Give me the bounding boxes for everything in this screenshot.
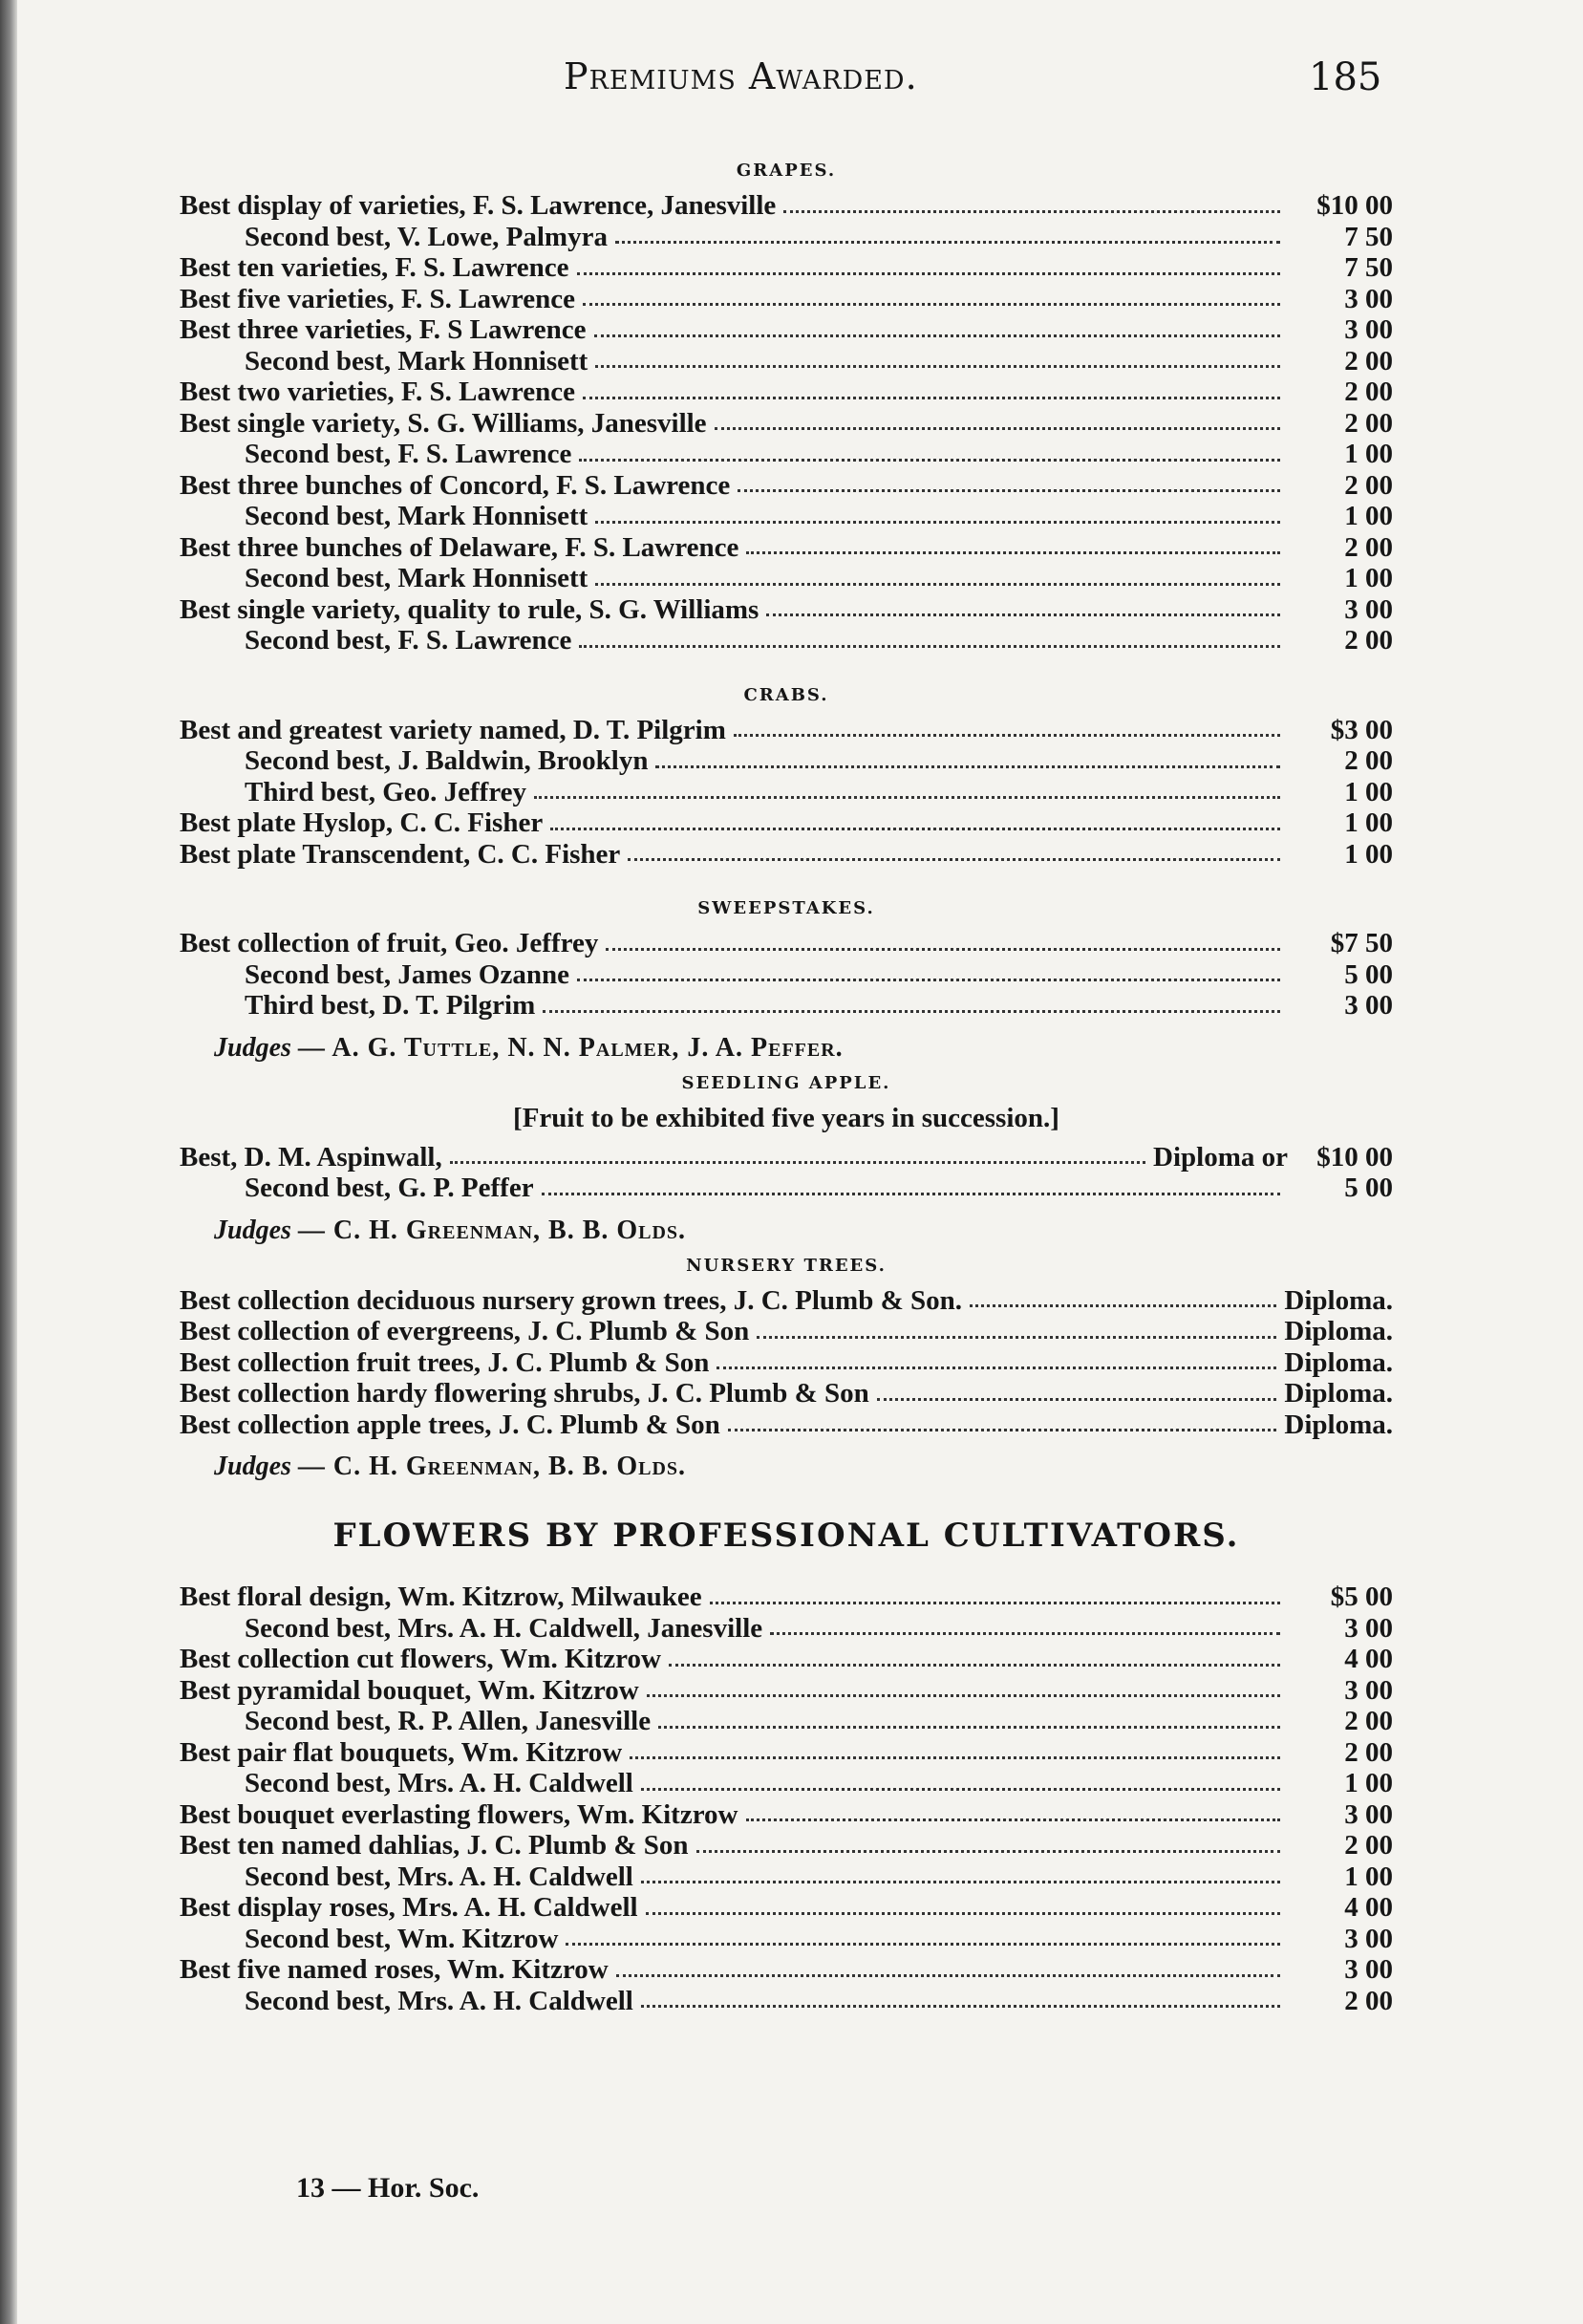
premium-row [180,1799,1393,1831]
dot-leader [766,613,1280,616]
premium-entry: Second best, Mark Honnisett [245,563,588,593]
premium-amount: 3 00 [1344,593,1393,625]
section-title-flowers: FLOWERS BY PROFESSIONAL CULTIVATORS. [332,1517,1240,1555]
dot-leader [877,1398,1277,1401]
judges-nursery-trees [214,1452,1393,1482]
premium-row [180,1675,1393,1707]
judges-names: — C. H. Greenman, B. B. Olds. [297,1215,687,1245]
judges-label: Judges [214,1215,291,1245]
premium-row [180,408,1393,440]
dot-leader [770,1632,1280,1635]
premium-amount: 1 00 [1344,501,1393,531]
premium-amount: 7 50 [1344,221,1393,252]
dot-leader [728,1429,1277,1431]
premium-amount: 3 00 [1344,990,1393,1021]
dot-leader [669,1664,1280,1667]
seedling-apple-note: [Fruit to be exhibited five years in succession.] [513,1102,1059,1133]
premium-row [180,777,1393,808]
premium-amount: 2 00 [1344,1830,1393,1861]
premium-entry: Second best, F. S. Lawrence [245,625,572,656]
judges-label: Judges [214,1452,291,1481]
premium-row [180,1861,1393,1893]
premium-entry: Best three varieties, F. S Lawrence [180,314,587,345]
premium-entry: Best five varieties, F. S. Lawrence [180,283,575,314]
premium-row [180,1347,1393,1379]
premium-entry: Second best, R. P. Allen, Janesville [245,1706,652,1736]
premium-entry: Best floral design, Wm. Kitzrow, Milwaukee [180,1582,702,1612]
premium-row [180,439,1393,470]
premium-award: Diploma. [1284,1378,1393,1409]
section-title-seedling-apple: SEEDLING APPLE. [681,1072,891,1093]
premium-entry: Second best, James Ozanne [245,958,569,990]
premium-entry: Third best, D. T. Pilgrim [245,990,536,1021]
dot-leader [579,645,1280,648]
premium-row [180,470,1393,502]
section-crabs [180,715,1393,871]
dot-leader [715,427,1280,430]
premium-amount: 1 00 [1344,563,1393,593]
premium-amount: 2 00 [1344,407,1393,439]
dot-leader [717,1366,1276,1369]
premium-row [180,222,1393,253]
premium-row [180,1892,1393,1924]
premium-entry: Best plate Hyslop, C. C. Fisher [180,807,544,838]
premium-entry: Second best, Mark Honnisett [245,345,588,377]
premium-entry: Best display of varieties, F. S. Lawrence, Janesville [180,190,777,221]
premium-row [180,1142,1393,1173]
dot-leader [783,210,1280,213]
premium-row [180,1378,1393,1409]
premium-row [180,1644,1393,1675]
premium-entry: Third best, Geo. Jeffrey [245,776,527,807]
dot-leader [616,1974,1280,1977]
premium-entry: Best collection of fruit, Geo. Jeffrey [180,928,599,958]
premium-entry: Best collection deciduous nursery grown trees, J. C. Plumb & Son. [180,1284,962,1316]
dot-leader [595,365,1280,368]
premium-amount: 2 00 [1344,345,1393,377]
judges-names: — C. H. Greenman, B. B. Olds. [297,1452,687,1481]
dot-leader [450,1161,1145,1164]
dot-leader [746,551,1280,554]
premium-entry: Best display roses, Mrs. A. H. Caldwell [180,1892,638,1923]
premium-row [180,1613,1393,1645]
dot-leader [566,1943,1280,1946]
premium-amount: 5 00 [1344,1173,1393,1203]
dot-leader [628,858,1280,861]
premium-amount: 3 00 [1344,1798,1393,1830]
premium-row [180,284,1393,315]
premium-entry: Second best, Mrs. A. H. Caldwell [245,1768,633,1798]
premium-amount: 1 00 [1344,838,1393,870]
premium-amount: 1 00 [1344,776,1393,807]
section-title-sweepstakes: SWEEPSTAKES. [697,898,875,918]
dot-leader [579,459,1280,462]
premium-amount: 2 00 [1344,531,1393,563]
premium-amount: 2 00 [1344,1985,1393,2016]
judges-label: Judges [214,1032,291,1063]
premium-amount: 2 00 [1344,1706,1393,1736]
page-content [180,153,1393,2016]
premium-award: Diploma. [1284,1409,1393,1440]
dot-leader [641,1788,1280,1791]
dot-leader [641,2005,1280,2008]
section-title-crabs: CRABS. [743,684,829,705]
premium-entry: Best single variety, S. G. Williams, Janesville [180,407,707,439]
premium-row [180,928,1393,959]
premium-entry: Best bouquet everlasting flowers, Wm. Kitzrow [180,1798,738,1830]
premium-amount: 3 00 [1344,1954,1393,1985]
premium-row [180,959,1393,991]
dot-leader [641,1881,1280,1883]
dot-leader [594,334,1280,337]
premium-award: Diploma. [1284,1346,1393,1378]
dot-leader [542,1193,1280,1195]
premium-amount: $10 00 [1316,1141,1393,1173]
premium-row [180,532,1393,564]
dot-leader [696,1850,1280,1853]
premium-entry: Best two varieties, F. S. Lawrence [180,377,575,407]
dot-leader [630,1756,1280,1759]
premium-row [180,314,1393,346]
premium-entry: Second best, J. Baldwin, Brooklyn [245,745,649,776]
page-binding-edge [0,0,17,2324]
premium-entry: Second best, F. S. Lawrence [245,439,572,469]
premium-row [180,807,1393,839]
dot-leader [550,828,1280,830]
premium-entry: Second best, Mrs. A. H. Caldwell [245,1861,633,1892]
judges-names: — A. G. Tuttle, N. N. Palmer, J. A. Peffer. [297,1032,844,1063]
dot-leader [615,241,1280,244]
premium-row [180,594,1393,626]
premium-entry: Best ten varieties, F. S. Lawrence [180,252,569,283]
premium-row [180,715,1393,746]
premium-row [180,377,1393,408]
premium-entry: Best ten named dahlias, J. C. Plumb & Son [180,1830,689,1861]
premium-amount: 3 00 [1344,283,1393,314]
premium-row [180,1316,1393,1347]
premium-entry: Best collection of evergreens, J. C. Plumb & Son [180,1316,750,1346]
premium-row [180,1924,1393,1955]
premium-amount: 3 00 [1344,1923,1393,1954]
premium-row [180,1173,1393,1204]
section-title-nursery-trees: NURSERY TREES. [686,1255,887,1276]
premium-row [180,346,1393,377]
section-grapes [180,190,1393,656]
premium-row [180,501,1393,532]
page-number: 185 [1309,55,1382,99]
footer-signature: 13 — Hor. Soc. [296,2172,480,2204]
dot-leader [577,979,1280,981]
dot-leader [646,1912,1280,1915]
section-seedling-apple [180,1142,1393,1204]
premium-entry: Second best, Mark Honnisett [245,501,588,531]
premium-row [180,1706,1393,1737]
running-head: Premiums Awarded. [564,55,918,97]
premium-award: Diploma. [1284,1284,1393,1316]
premium-amount: 3 00 [1344,1612,1393,1644]
dot-leader [543,1010,1280,1013]
dot-leader [595,521,1280,524]
premium-entry: Best three bunches of Delaware, F. S. Lawrence [180,531,739,563]
premium-amount: 1 00 [1344,1861,1393,1892]
premium-amount: 2 00 [1344,469,1393,501]
premium-row [180,1768,1393,1799]
premium-entry: Second best, V. Lowe, Palmyra [245,221,608,252]
premium-amount: 4 00 [1344,1892,1393,1923]
section-flowers [180,1582,1393,2016]
premium-row [180,1582,1393,1613]
dot-leader [734,734,1280,737]
dot-leader [595,583,1280,586]
premium-entry: Best, D. M. Aspinwall, [180,1141,442,1173]
premium-row [180,1830,1393,1861]
premium-amount: 1 00 [1344,807,1393,838]
premium-entry: Best collection apple trees, J. C. Plumb & Son [180,1409,720,1440]
premium-entry: Second best, G. P. Peffer [245,1173,534,1203]
premium-amount: 5 00 [1344,958,1393,990]
premium-amount: 2 00 [1344,745,1393,776]
premium-entry: Second best, Wm. Kitzrow [245,1923,559,1954]
dot-leader [738,489,1280,492]
premium-amount: 1 00 [1344,439,1393,469]
premium-entry: Best collection fruit trees, J. C. Plumb & Son [180,1346,710,1378]
premium-award: Diploma or [1153,1141,1288,1173]
premium-entry: Best pair flat bouquets, Wm. Kitzrow [180,1736,623,1768]
premium-row [180,839,1393,871]
premium-award: Diploma. [1284,1316,1393,1346]
premium-amount: 2 00 [1344,1736,1393,1768]
dot-leader [658,1726,1280,1729]
premium-entry: Best collection cut flowers, Wm. Kitzrow [180,1644,661,1674]
page-header [0,55,1583,113]
premium-entry: Second best, Mrs. A. H. Caldwell [245,1985,633,2016]
premium-entry: Best plate Transcendent, C. C. Fisher [180,838,621,870]
premium-amount: 4 00 [1344,1644,1393,1674]
premium-row [180,563,1393,594]
dot-leader [710,1602,1280,1604]
judges-seedling-apple [214,1216,1393,1246]
premium-amount: $10 00 [1316,190,1393,221]
premium-amount: $5 00 [1330,1582,1393,1612]
premium-entry: Best single variety, quality to rule, S. G. Williams [180,593,759,625]
premium-amount: 7 50 [1344,252,1393,283]
judges-sweepstakes [214,1033,1393,1064]
premium-row [180,1954,1393,1986]
premium-entry: Best three bunches of Concord, F. S. Lawrence [180,469,731,501]
premium-amount: 1 00 [1344,1768,1393,1798]
premium-entry: Best pyramidal bouquet, Wm. Kitzrow [180,1674,639,1706]
premium-row [180,1986,1393,2017]
dot-leader [647,1694,1280,1697]
premium-amount: $3 00 [1330,714,1393,745]
section-sweepstakes [180,928,1393,1022]
premium-amount: 3 00 [1344,314,1393,345]
premium-entry: Best five named roses, Wm. Kitzrow [180,1954,609,1985]
dot-leader [746,1818,1280,1821]
dot-leader [970,1304,1276,1307]
premium-row [180,745,1393,777]
premium-row [180,190,1393,222]
premium-row [180,1409,1393,1441]
premium-row [180,252,1393,284]
premium-amount: 3 00 [1344,1674,1393,1706]
premium-entry: Second best, Mrs. A. H. Caldwell, Janesville [245,1612,763,1644]
premium-row [180,625,1393,656]
dot-leader [757,1336,1276,1339]
dot-leader [606,948,1280,951]
premium-amount: $7 50 [1330,928,1393,958]
premium-amount: 2 00 [1344,625,1393,656]
premium-amount: 2 00 [1344,377,1393,407]
dot-leader [534,796,1280,799]
premium-entry: Best collection hardy flowering shrubs, J. C. Plumb & Son [180,1378,869,1409]
premium-row [180,990,1393,1022]
dot-leader [577,272,1280,275]
section-nursery-trees [180,1285,1393,1441]
section-title-grapes: GRAPES. [736,161,837,181]
dot-leader [583,303,1280,306]
dot-leader [655,765,1280,768]
premium-row [180,1285,1393,1317]
dot-leader [583,397,1280,399]
premium-row [180,1737,1393,1769]
premium-entry: Best and greatest variety named, D. T. Pilgrim [180,714,726,745]
